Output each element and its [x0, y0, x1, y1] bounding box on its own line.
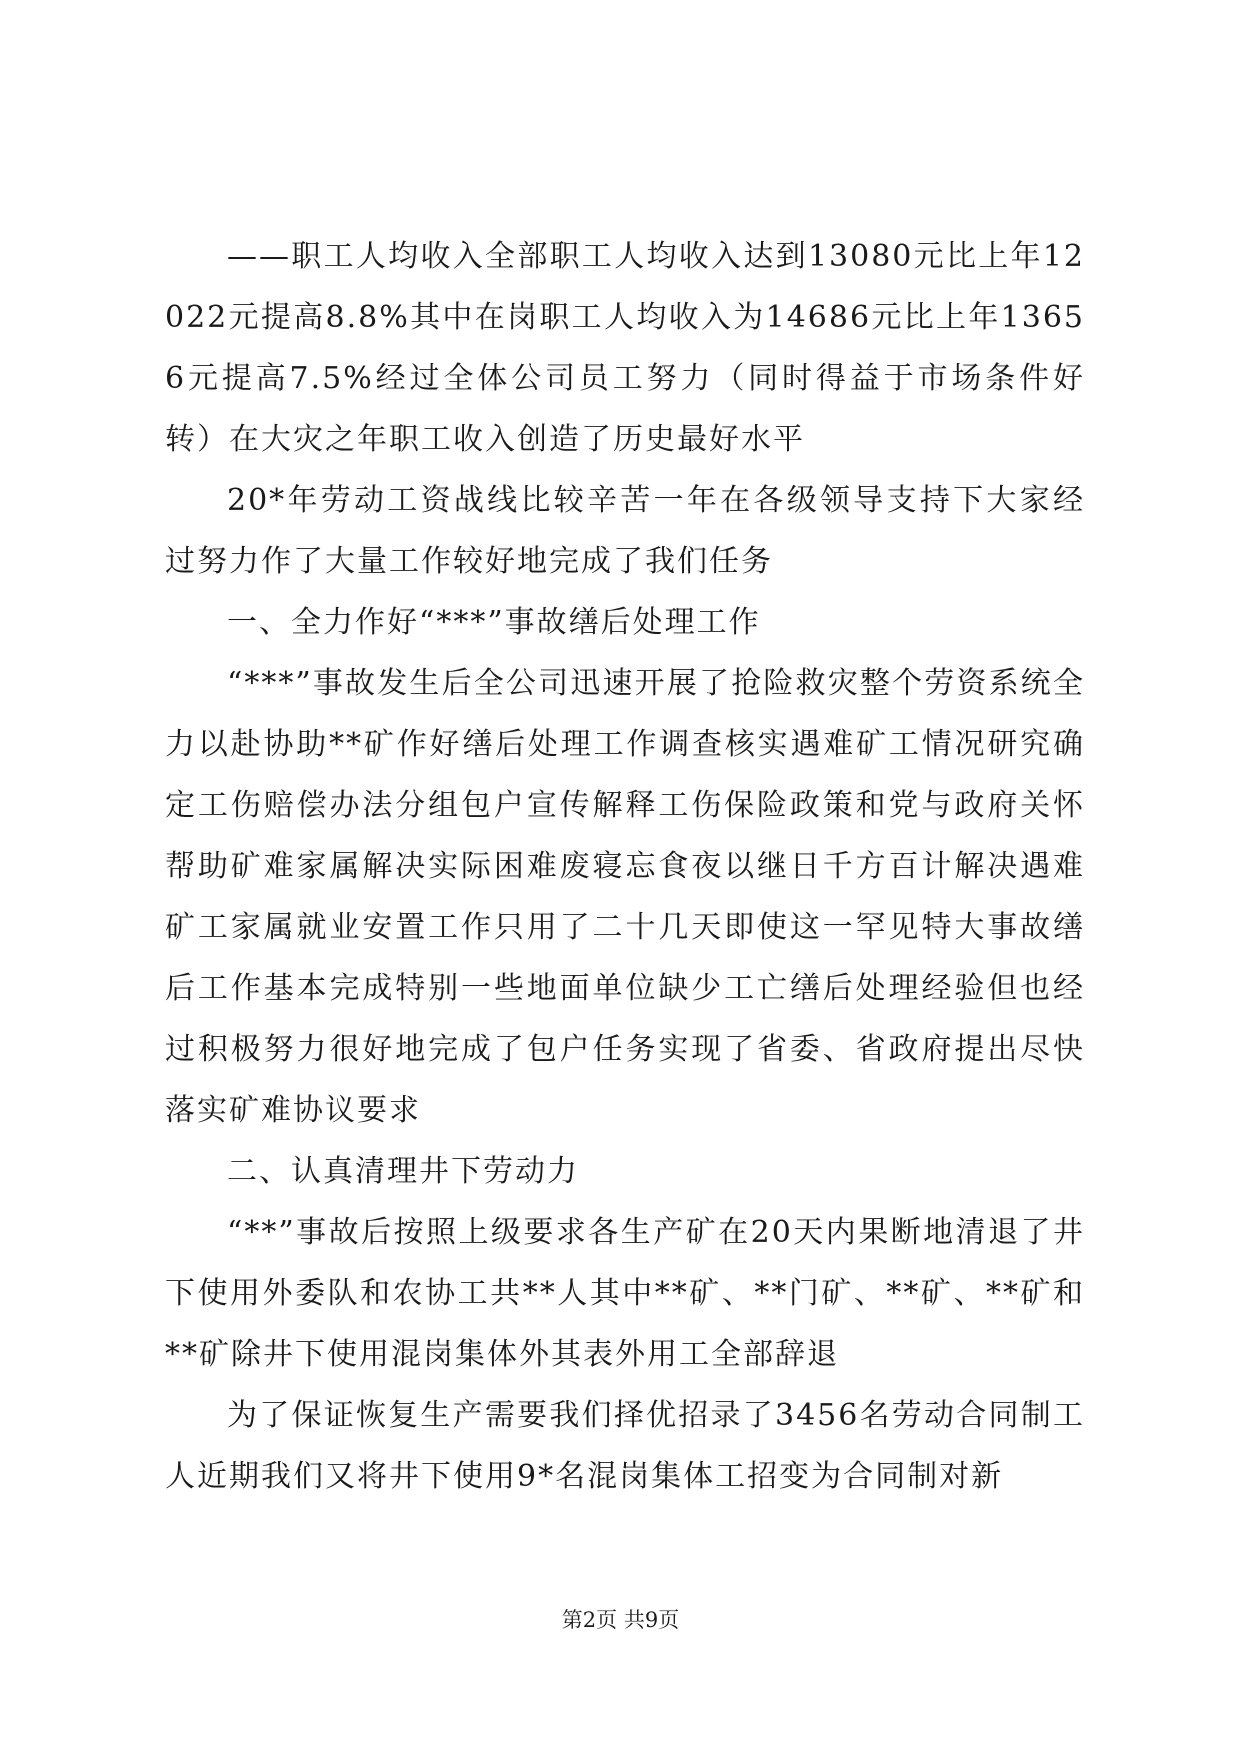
section-heading-accident-aftermath: 一、全力作好“***”事故缮后处理工作 — [227, 605, 761, 640]
page-number-footer: 第2页 共9页 — [561, 1608, 680, 1632]
paragraph-accident-aftermath: “***”事故发生后全公司迅速开展了抢险救灾整个劳资系统全力以赴协助**矿作好缮后处理工作调查核实遇难矿工情况研究确定工伤赔偿办法分组包户宣传解释工伤保险政策和党与政府关怀帮助矿难家属解决实际困难废寝忘食夜以继日千方百计解决遇难矿工家属就业安置工作只用了二十几天即使这一罕见特大事故缮后工作基本完成特别一些地面单位缺少工亡缮后处理经验但也经过积极努力很好地完成了包户任务实现了省委、省政府提出尽快落实矿难协议要求 — [165, 666, 1085, 1128]
paragraph-labor-wage-review: 20*年劳动工资战线比较辛苦一年在各级领导支持下大家经过努力作了大量工作较好地完成了我们任务 — [165, 483, 1085, 579]
section-heading-underground-labor: 二、认真清理井下劳动力 — [227, 1154, 579, 1189]
document-body — [165, 226, 1085, 1507]
paragraph-income-summary: ——职工人均收入全部职工人均收入达到13080元比上年12022元提高8.8%其中在岗职工人均收入为14686元比上年13656元提高7.5%经过全体公司员工努力（同时得益于市场条件好转）在大灾之年职工收入创造了历史最好水平 — [165, 239, 1085, 457]
paragraph-recruitment: 为了保证恢复生产需要我们择优招录了3456名劳动合同制工人近期我们又将井下使用9*名混岗集体工招变为合同制对新 — [165, 1398, 1085, 1494]
paragraph-underground-labor: “**”事故后按照上级要求各生产矿在20天内果断地清退了井下使用外委队和农协工共**人其中**矿、**门矿、**矿、**矿和**矿除井下使用混岗集体外其表外用工全部辞退 — [165, 1215, 1085, 1372]
